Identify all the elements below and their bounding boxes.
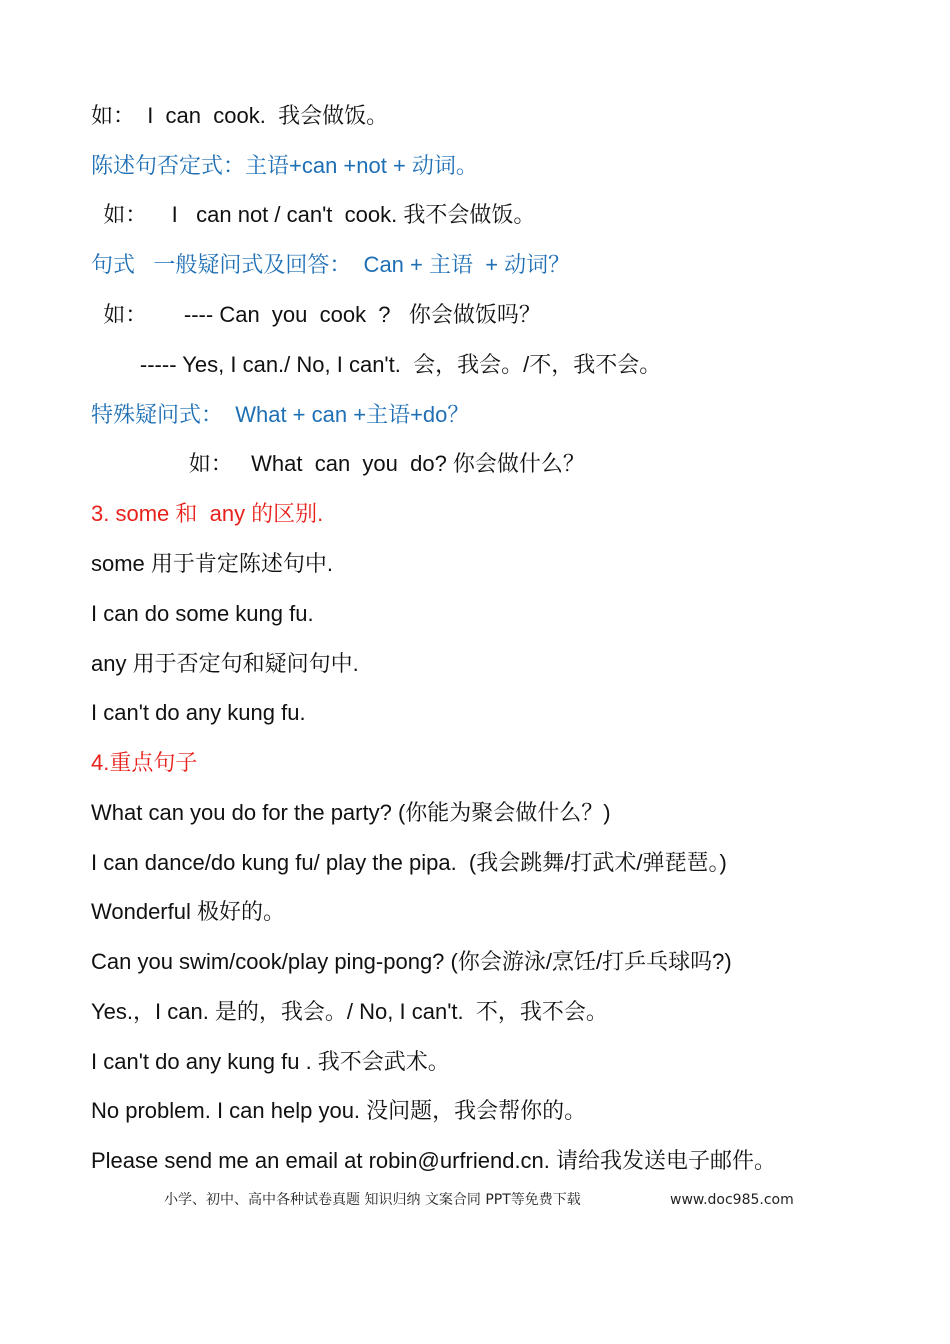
text-line: ----- Yes, I can./ No, I can't. 会，我会。/不，我不会。 xyxy=(91,352,662,377)
text-line: any 用于否定句和疑问句中. xyxy=(91,651,359,676)
text-line: 如： I can cook. 我会做饭。 xyxy=(91,103,389,128)
text-line: some 用于肯定陈述句中. xyxy=(91,551,334,576)
text-line: 如： What can you do? 你会做什么？ xyxy=(91,451,585,476)
text-line: No problem. I can help you. 没问题，我会帮你的。 xyxy=(91,1098,587,1123)
footer-text: 小学、初中、高中各种试卷真题 知识归纳 文案合同 PPT等免费下载 xyxy=(164,1192,581,1208)
text-line: I can do some kung fu. xyxy=(91,601,314,626)
text-line: What can you do for the party? (你能为聚会做什么？) xyxy=(91,800,611,825)
text-line: Wonderful 极好的。 xyxy=(91,899,285,924)
text-line: Yes.，I can. 是的，我会。/ No, I can't. 不，我不会。 xyxy=(91,999,608,1024)
text-line: I can't do any kung fu. xyxy=(91,700,306,725)
text-line: 如： ---- Can you cook ? 你会做饭吗？ xyxy=(91,302,541,327)
text-line: I can't do any kung fu . 我不会武术。 xyxy=(91,1049,450,1074)
footer-url: www.doc985.com xyxy=(670,1192,794,1208)
text-line: 如： I can not / can't cook. 我不会做饭。 xyxy=(91,202,536,227)
text-line: Please send me an email at robin@urfriend.cn. 请给我发送电子邮件。 xyxy=(91,1148,777,1173)
text-line: 句式 一般疑问式及回答： Can + 主语 + 动词？ xyxy=(91,252,571,277)
text-line: Can you swim/cook/play ping-pong? (你会游泳/烹饪/打乒乓球吗?) xyxy=(91,949,732,974)
text-line: 特殊疑问式： What + can +主语+do？ xyxy=(91,402,470,427)
text-line: I can dance/do kung fu/ play the pipa. (我会跳舞/打武术/弹琵琶。) xyxy=(91,850,727,875)
text-line: 陈述句否定式：主语+can +not + 动词。 xyxy=(91,153,478,178)
section-heading: 4.重点句子 xyxy=(91,750,198,775)
section-heading: 3. some 和 any 的区别. xyxy=(91,501,324,526)
